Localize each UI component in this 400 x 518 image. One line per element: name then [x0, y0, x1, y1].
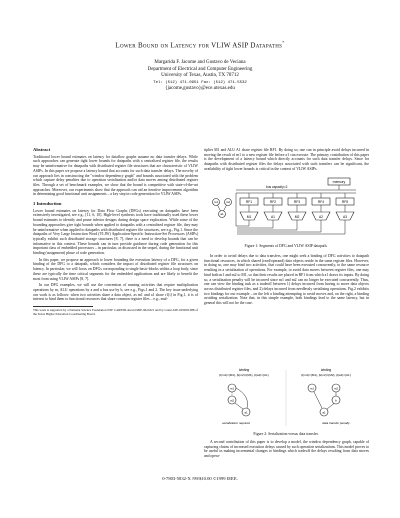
fig2-right-heading: binding	[320, 368, 332, 372]
svg-text:a1: a1	[220, 212, 224, 217]
svg-text:m2: m2	[225, 200, 231, 205]
abstract-heading: Abstract	[33, 147, 51, 152]
svg-text:RF1: RF1	[245, 200, 253, 204]
right-column-bottom	[204, 440, 369, 461]
svg-text:a1: a1	[244, 410, 248, 415]
right-column-middle	[204, 254, 369, 308]
right-paragraph-3: A second contribution of this paper is to develop a model, the window dependency graph, capable of capturing chains of increased execution delays caused by such operation serializations. This model proves to be useful in making incremental changes to bindings which tradeoff the delays resulting from data moves and opera-	[204, 440, 369, 459]
memory-label: memory	[332, 180, 346, 184]
svg-text:RF3: RF3	[293, 200, 301, 204]
figure-2-diagram	[206, 366, 366, 430]
author-univ: University of Texas, Austin, TX 78712	[161, 73, 239, 78]
svg-text:A1: A1	[270, 215, 276, 219]
author-phone: Tel: (512) 471-0951 Fax: (512) 471-5532	[153, 80, 247, 85]
footnote-rule	[33, 306, 93, 307]
fig2-right-binding: β(m1)={M1}, β(m2)={M2}, β(a1)={A1}	[301, 373, 351, 377]
svg-text:RF4: RF4	[317, 200, 325, 204]
svg-text:A3: A3	[342, 215, 348, 219]
author-block	[60, 60, 340, 93]
intro-paragraph-2: In this paper, we propose an approach to lower bounding the execution latency of a DFG, for a given binding of the DFG to a datapath, which considers the impact of distributed register file structures on latency. In particular, we will focus on DFGs corresponding to single basic-blocks within a loop body, since these are typically the time critical segments for the embedded applications and are likely to benefit the most from using VLIW ASIPs [8, 7].	[33, 257, 198, 281]
svg-text:m2: m2	[229, 398, 235, 403]
svg-text:m2: m2	[333, 386, 339, 391]
author-dept: Department of Electrical and Computer Engineering	[147, 66, 253, 72]
intro-heading: 1 Introduction	[33, 201, 62, 207]
functional-units	[240, 212, 354, 220]
figure-1-caption: Figure 1: Segments of DFG and VLIW ASIP datapath.	[244, 244, 328, 248]
fig2-right-note: data transfer penalty	[322, 421, 350, 425]
author-names: Margarida F. Jacome and Gustavo de Veciana	[154, 60, 246, 65]
abstract-text: Traditional lower bound estimates on latency for dataflow graphs assume no data transfer delays. While such approaches can generate tight lower bounds for datapaths with a centralized register file, the results may be uninformative for datapaths with distributed register file structures that are characteristic of VLIW ASIPs. In this paper we propose a latency bound that accounts for such data transfer delays. The novelty of our approach lies in constructing the "window dependency graph" and bounds associated with the problem which capture delay penalties due to operation serialization and/or data moves among distributed register files. Through a set of benchmark examples, we show that the bound is competitive with state-of-the-art approaches. Moreover, our experiments show that the approach can aid an iterative improvement algorithm in determining good functional unit assignments – a key step in code generation for VLIW ASIPs.	[33, 154, 198, 197]
paper-title: Lower Bound on Latency for VLIW ASIP Datapaths*	[115, 40, 285, 50]
svg-text:RF5: RF5	[341, 200, 349, 204]
svg-text:b: b	[335, 398, 337, 403]
svg-text:m1: m1	[213, 200, 219, 205]
svg-text:M2: M2	[294, 215, 300, 219]
register-files	[240, 198, 354, 205]
author-email: {jacome,gustavo}@ece.utexas.edu	[165, 86, 235, 91]
bus-capacity-label: bus capacity=2	[266, 185, 288, 189]
figure-2-caption: Figure 2: Serialization versus data transfer.	[253, 432, 319, 436]
fig2-left-heading: binding	[238, 368, 250, 372]
right-paragraph-1: tiplier M1 and ALU A1 share register file RF1. By doing so, one can in principle avoid delays incurred in moving the result of m1 to a new register file before a1 can execute. The primary contribution of this paper is the development of a latency bound which directly accounts for such data transfer delays. Since for datapaths with distributed register files the delays associated with such transfers can be significant, the availability of tight lower bounds is critical in the context of VLIW ASIPs.	[204, 148, 369, 171]
footnote: This work is supported by a National Science Foundation NSF CAREER Award MIP-9624321 and by Grant ATP-003658-088 of the Texas Higher Education Coordinating Board.	[33, 308, 198, 317]
fig2-left-graph	[228, 384, 250, 416]
svg-text:M1: M1	[246, 215, 252, 219]
svg-text:m1: m1	[229, 386, 235, 391]
svg-text:RF2: RF2	[269, 200, 277, 204]
right-paragraph-2: In order to avoid delays due to data transfers, one might seek a binding of DFG activities to datapath functional resources, in which shared (read/operand) data objects reside in the same register files. However, in doing so, one may bind two activities, that could have been executed concurrently, to the same resource resulting in a serialization of operations. For example, to avoid data moves between register files, one may bind both m1 and m2 to M1, so that their results are placed in RF1 from which a1 draws its inputs. By doing so, a serialization penalty will be incurred since m1 and m2 can no longer be executed concurrently. Thus, one can view the binding task as a tradeoff between 1) delays incurred from having to move data objects across distributed register files, and 2) delays incurred from needlessly serializing operations. Fig.2 exhibits two bindings for our example – on the left a binding attempting to avoid moves and, on the right, a binding avoiding serialization. Note that, in this simple example, both bindings lead to the same latency, but in general this will not be the case.	[204, 254, 369, 306]
fig2-left-note: serialization required	[222, 421, 250, 425]
fig2-right-graph	[308, 384, 340, 416]
figure-1-diagram	[206, 176, 366, 240]
svg-text:A2: A2	[318, 215, 324, 219]
fig2-left-binding: β(m1)={M1}, β(m2)={M1}, β(a1)={A1}	[219, 373, 269, 377]
intro-paragraph-3: In our DFG examples, we will use the convention of naming activities that require multiplication operations by m, ALU operations by a and a bus use by b, see e.g., Figs.1 and 2. The key issue underlying our work is as follows: when two activities share a data object, as m1 and a1 share r1[i] in Fig.1, it is of interest to bind them to functional resources that share common register files – e.g., mul-	[33, 283, 198, 302]
page-footer: 0-7803-5832-X /99/$10.00 ©1999 IEEE.	[162, 476, 238, 481]
svg-text:a1: a1	[322, 410, 326, 415]
left-column	[33, 148, 198, 316]
right-column-top	[204, 148, 369, 174]
svg-text:m1: m1	[309, 386, 315, 391]
intro-paragraph-1: Lower bound estimates on latency for Data Flow Graphs (DFGs) executing on datapaths have been extensively investigated, see e.g., [11, 6, 10]. High-level synthesis tools have traditionally used these lower bound estimates to identify and prune inferior designs during design space exploration. While some of the bounding approaches give tight bounds when applied to datapaths with a centralized register file, they may be uninformative when applied to datapaths with distributed register file structures, see e.g., Fig.1. Since the datapaths of Very Large Instruction Word (VLIW) Application-Specific Instruction-Set Processors (ASIPs) typically exhibit such distributed storage structures [8, 7], there is a need to develop bounds that can be informative in this context. These bounds can in turn provide guidance during code generation for this important class of embedded processors – in particular, as discussed in the sequel, during the functional unit binding (assignment) phase of code generation.	[33, 208, 198, 256]
